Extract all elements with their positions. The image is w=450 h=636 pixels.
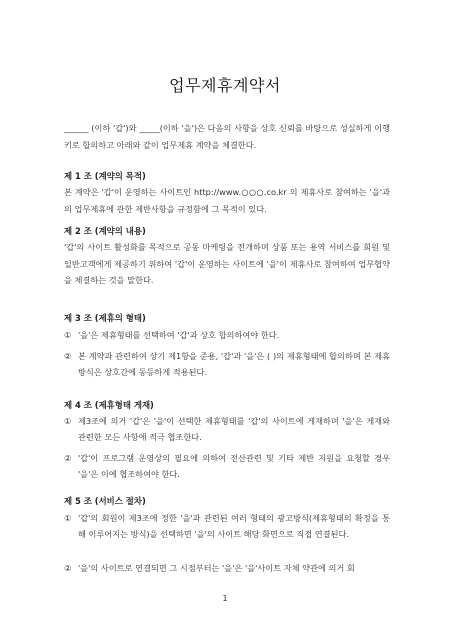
article-4-item-1 [64,413,390,445]
item-text: '갑'이 프로그램 운영상의 필요에 의하여 전산관련 및 기타 제반 지원을 요청할 경우 '을'은 이에 협조하여야 한다. [78,453,390,479]
article-5-heading: 제 5 조 (서비스 절차) [64,496,146,506]
page-number: 1 [222,594,228,603]
article-3-item-2 [64,348,390,380]
item-number: ② [64,453,72,463]
item-text: '을'은 제휴형태를 선택하여 '갑'과 상호 합의하여야 한다. [78,330,280,340]
item-number: ② [64,351,72,361]
article-1-heading: 제 1 조 (계약의 목적) [64,171,146,181]
item-number: ① [64,416,72,426]
article-5-item-2 [64,560,390,576]
item-text: 본 계약과 관련하여 상기 제1항을 준용, '갑'과 '을'은 ( )의 제휴형태에 합의하며 본 제휴방식은 상호간에 동등하게 적용된다. [78,351,390,377]
article-3-heading: 제 3 조 (제휴의 형태) [64,313,146,323]
item-text: 제3조에 의거 '갑'은 '을'이 선택한 제휴형태를 '갑'의 사이트에 게재하며 '을'은 게재와 관련한 모든 사항에 적극 협조한다. [78,416,390,442]
item-number: ① [64,330,72,340]
article-4-heading: 제 4 조 (제휴형태 게재) [64,400,154,410]
article-1-body: 본 계약은 '갑'이 운영하는 사이트인 http://www.○○○.co.kr 의 제휴사로 참여하는 '을'과의 업무제휴에 관한 제반사항을 규정함에 그 목적이 있다. [64,187,390,214]
document-title: 업무제휴계약서 [169,76,281,95]
article-4-item-2 [64,450,390,482]
item-number: ① [64,513,72,523]
article-2-body: '갑'의 사이트 활성화를 목적으로 공동 마케팅을 전개하며 상품 또는 용역 서비스를 회원 및 일반고객에게 제공하기 위하여 '갑'이 운영하는 사이트에 '을'이 제휴사로 참여하여 업무협약을 체결하는 것을 말한다. [64,242,390,285]
item-number: ② [64,563,72,573]
article-2-heading: 제 2 조 (계약의 내용) [64,226,146,236]
item-text: '을'의 사이트로 연결되면 그 시점부터는 '을'은 '을'사이트 자체 약관에 의거 회 [78,563,355,573]
article-5-item-1 [64,510,390,542]
intro-paragraph: ______ (이하 '갑')와 _____(이하 '을')은 다음의 사항을 상호 신뢰를 바탕으로 성실하게 이행키로 합의하고 아래와 같이 업무제휴 계약을 체결한다. [64,123,390,150]
item-text: '갑'의 회원이 제3조에 정한 '을'과 관련된 여러 형태의 광고방식(제휴형태의 확정을 통해 이루어지는 방식)을 선택하면 '을'의 사이트 해당 화면으로 직접 연결된다. [78,513,390,539]
article-3-item-1 [64,327,390,343]
